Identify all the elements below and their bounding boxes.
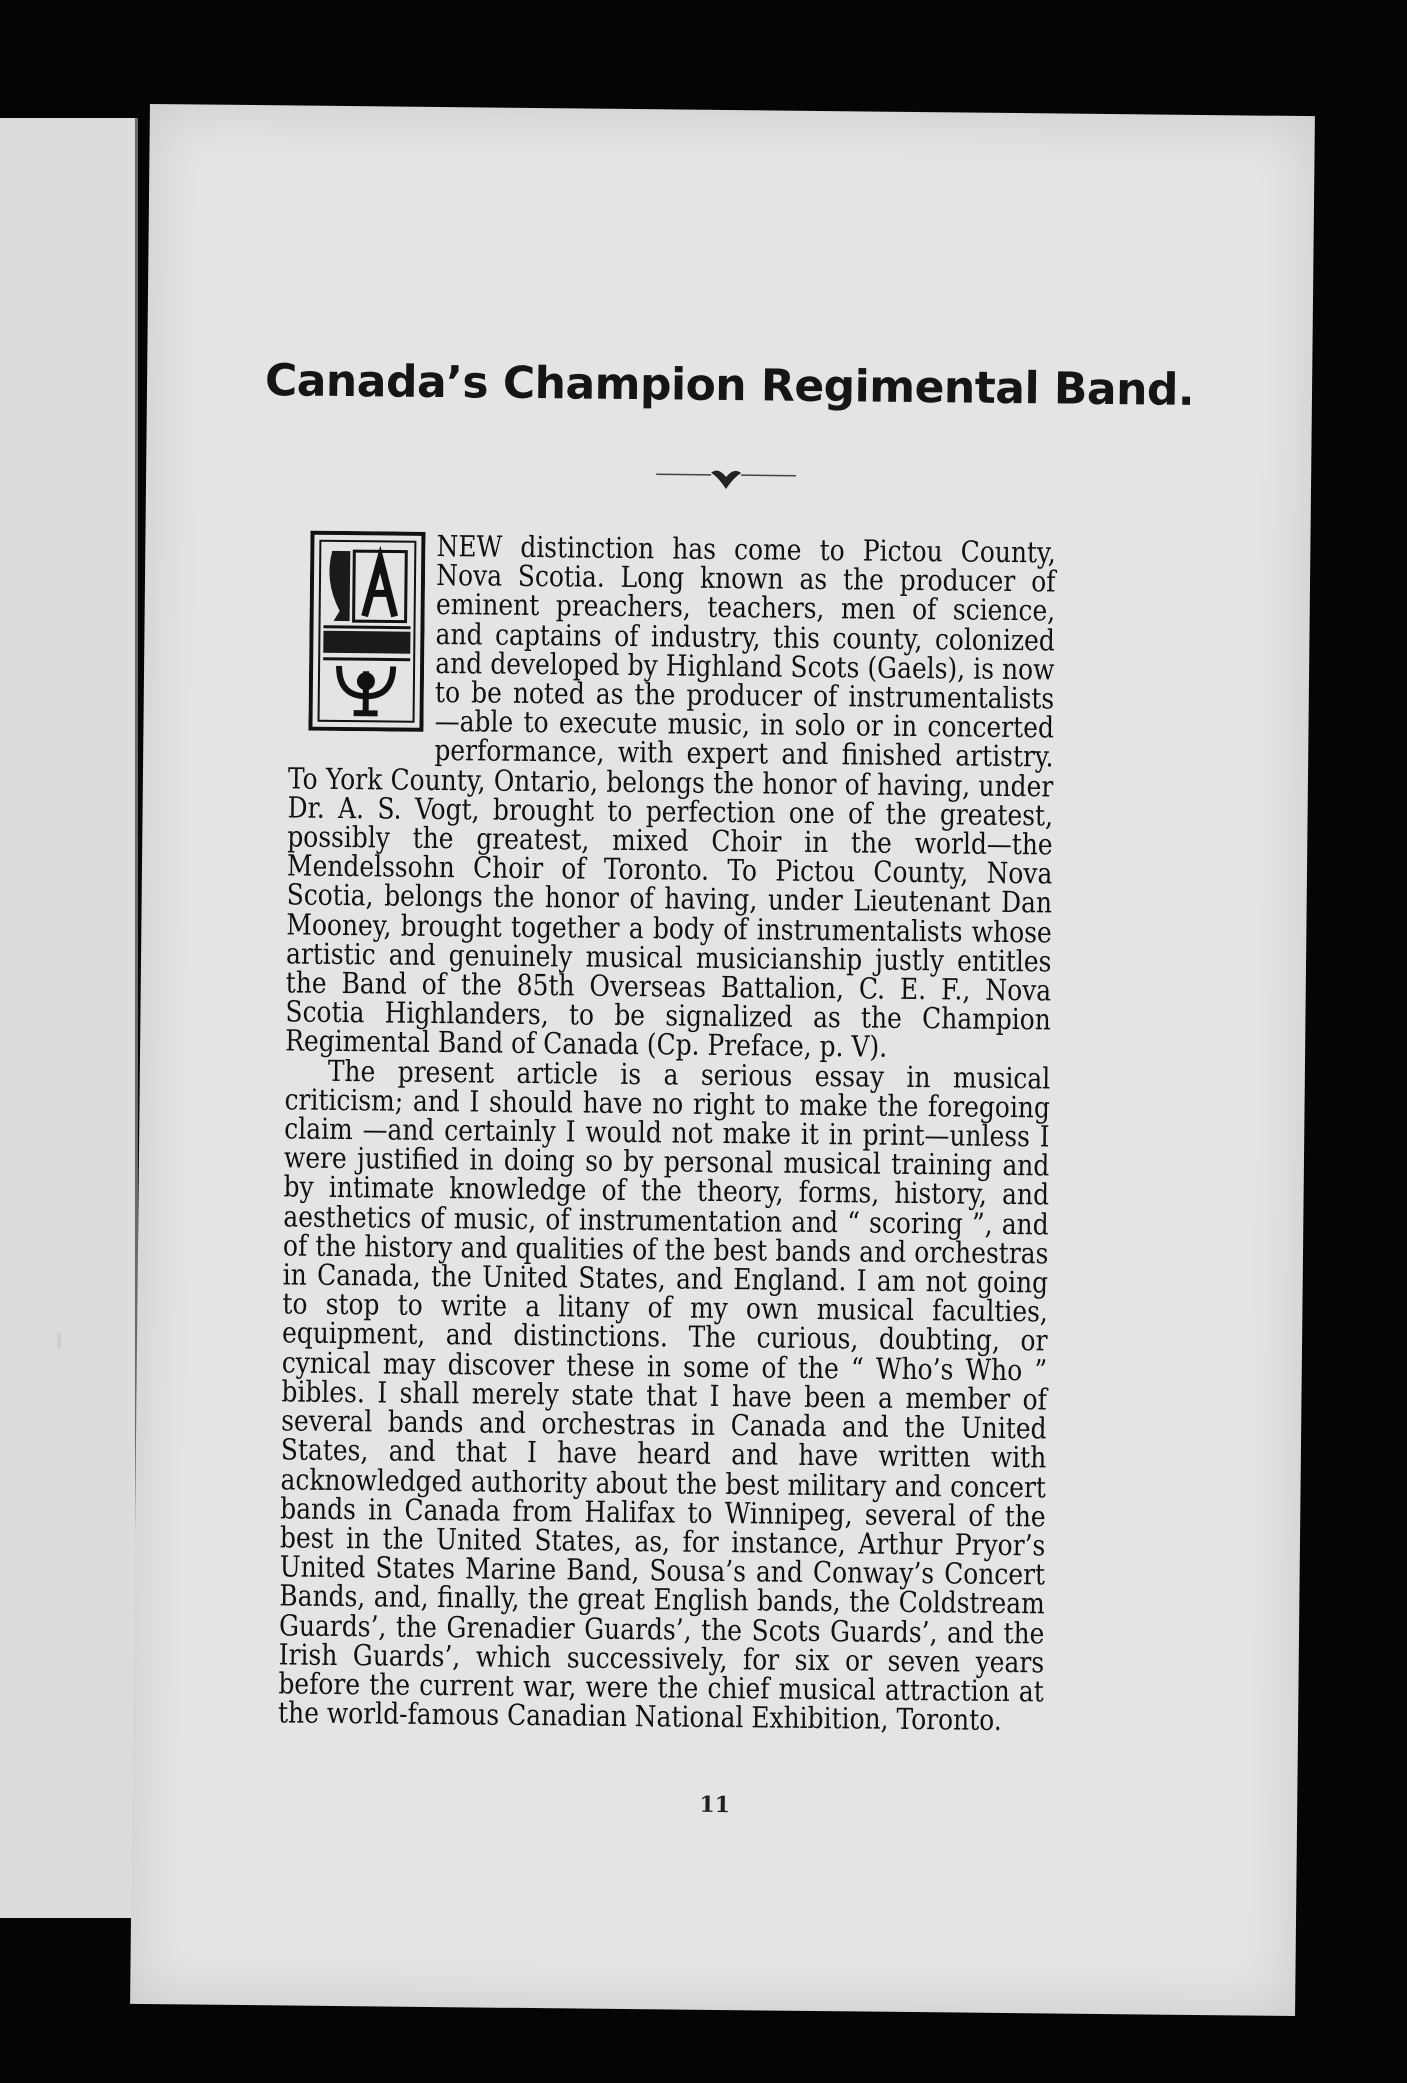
paragraph-2: The present article is a serious essay in musical criticism; and I should have no right to make the foregoing claim —and certainly I would not make it in print—unless I were justified in doing so by personal musical training and by intimate knowledge of the theory, forms, history, and aesthetics of music, of instrumentation and “ scoring ”, and of the history and qualities of the best bands and orchestras in Canada, the United States, and England. I am not going to stop to write a litany of my own musical faculties, equipment, and distinctions. The curious, doubting, or cynical may discover these in some of the “ Who’s Who ” bibles. I shall merely state that I have been a member of several bands and orchestras in Canada and the United States, and that I have heard and have written with acknowledged authority about the best military and concert bands in Canada from Halifax to Winnipeg, several of the best in the United States, as, for instance, Arthur Pryor’s United States Marine Band, Sousa’s and Conway’s Concert Bands, and, finally, the great English bands, the Coldstream Guards’, the Grenadier Guards’, the Scots Guards’, and the Irish Guards’, which successively, for six or seven years before the current war, were the chief musical attraction at the world-famous Canadian National Exhibition, Toronto. [277, 1053, 1051, 1738]
scan-mark [57, 1333, 61, 1349]
article-body [277, 528, 1056, 1738]
divider-ornament-icon [656, 464, 796, 495]
document-page [130, 104, 1315, 2016]
paragraph-1-container [285, 530, 1056, 1064]
page-number: 11 [699, 1791, 731, 1819]
article-title: Canada’s Champion Regimental Band. [264, 355, 1195, 416]
paragraph-1: NEW distinction has come to Pictou County, Nova Scotia. Long known as the producer of eminent preachers, teachers, men of science, and captains of industry, this county, colonized and developed by Highland Scots (Gaels), is now to be noted as the producer of instrumentalists—able to execute music, in solo or in concerted performance, with expert and finished artistry. To York County, Ontario, belongs the honor of having, under Dr. A. S. Vogt, brought to perfection one of the greatest, possibly the greatest, mixed Choir in the world—the Mendelssohn Choir of Toronto. To Pictou County, Nova Scotia, belongs the honor of having, under Lieutenant Dan Mooney, brought together a body of instrumentalists whose artistic and genuinely musical musicianship justly entitles the Band of the 85th Overseas Battalion, C. E. F., Nova Scotia Highlanders, to be signalized as the Champion Regimental Band of Canada (Cp. Preface, p. V). [284, 528, 1056, 1065]
dropcap-spacer [288, 530, 437, 764]
facing-page-edge [0, 118, 138, 1918]
